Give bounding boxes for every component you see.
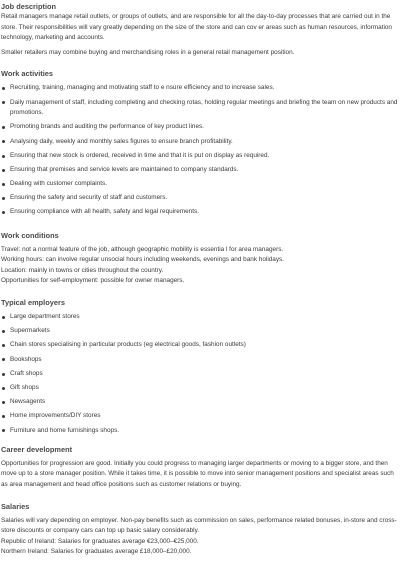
list-item: Supermarkets bbox=[1, 326, 400, 337]
list-item: Gift shops bbox=[1, 383, 400, 394]
section-heading: Job description bbox=[1, 2, 57, 11]
paragraph: Opportunities for progression are good. Initially you could progress to managing larger departments or moving to a bigger store, and then move up to a store manager position. While it takes time, it is possible to move into senior management positions and specialist areas such as area management and head office positions such as customer relations or buying. bbox=[1, 459, 394, 488]
bullet-icon bbox=[2, 87, 5, 90]
list-item: Large department stores bbox=[1, 312, 400, 323]
list-item: Craft shops bbox=[1, 369, 400, 380]
list-item: Bookshops bbox=[1, 355, 400, 366]
paragraph: Location: mainly in towns or cities throughout the country. bbox=[1, 266, 164, 274]
paragraph: Republic of Ireland: Salaries for graduates average €23,000–€25,000. bbox=[1, 537, 199, 545]
bullet-icon bbox=[2, 140, 5, 143]
section-heading: Career development bbox=[1, 444, 73, 454]
bullet-icon bbox=[2, 344, 5, 347]
list-item: Chain stores specialising in particular products (eg electrical goods, fashion outlets) bbox=[1, 340, 400, 351]
list-item: Promoting brands and auditing the performance of key product lines. bbox=[1, 122, 400, 133]
bullet-icon bbox=[2, 358, 5, 361]
bullet-icon bbox=[2, 330, 5, 333]
section-heading: Salaries bbox=[1, 501, 30, 511]
bullet-icon bbox=[2, 211, 5, 214]
paragraph: Northern Ireland: Salaries for graduates average £18,000–£20,000. bbox=[1, 548, 192, 556]
bullet-icon bbox=[2, 169, 5, 172]
bullet-icon bbox=[2, 101, 5, 104]
list-item: Newsagents bbox=[1, 397, 400, 408]
list-item: Ensuring compliance with all health, safety and legal requirements. bbox=[1, 207, 400, 218]
career-development-section bbox=[1, 444, 400, 491]
paragraph: Salaries will vary depending on employer. Non-pay benefits such as commission on sales, performance related bonuses, in-store and cross-store discounts or company cars can top up basic salary considerably. bbox=[1, 516, 397, 535]
list-item: Analysing daily, weekly and monthly sales figures to ensure branch profitability. bbox=[1, 137, 400, 148]
list-item: Dealing with customer complaints. bbox=[1, 179, 400, 190]
bullet-icon bbox=[2, 415, 5, 418]
bullet-icon bbox=[2, 316, 5, 319]
bullet-icon bbox=[2, 429, 5, 432]
paragraph: Travel: not a normal feature of the job, although geographic mobility is essentia l for area managers. bbox=[1, 245, 284, 253]
bullet-icon bbox=[2, 401, 5, 404]
paragraph: Retail managers manage retail outlets, or groups of outlets, and are responsible for all the day-to-day processes that are carried out in the store. Their responsibilities will vary greatly depending on the size of the store and can cov er areas such as human resources, information technology, marketing and accounts. bbox=[1, 13, 392, 42]
job-description-section bbox=[1, 1, 400, 58]
paragraph: Working hours: can involve regular unsocial hours including weekends, evenings and bank holidays. bbox=[1, 256, 285, 264]
typical-employers-list bbox=[1, 312, 400, 436]
list-item: Ensuring the safety and security of staff and customers. bbox=[1, 193, 400, 204]
paragraph: Opportunities for self-employment: possible for owner managers. bbox=[1, 277, 185, 285]
list-item: Recruiting, training, managing and motivating staff to e nsure efficiency and to increase sales. bbox=[1, 83, 400, 94]
list-item: Daily management of staff, including completing and checking rotas, holding regular meetings and briefing the team on new products and promotions. bbox=[1, 98, 400, 119]
bullet-icon bbox=[2, 387, 5, 390]
section-heading: Work activities bbox=[1, 69, 54, 79]
salaries-section bbox=[1, 501, 400, 558]
work-conditions-section bbox=[1, 230, 400, 287]
list-item: Home improvements/DIY stores bbox=[1, 411, 400, 422]
bullet-icon bbox=[2, 183, 5, 186]
typical-employers-section bbox=[1, 297, 400, 436]
section-heading: Typical employers bbox=[1, 298, 65, 308]
list-item: Ensuring that premises and service levels are maintained to company standards. bbox=[1, 165, 400, 176]
work-activities-section bbox=[1, 68, 400, 218]
bullet-icon bbox=[2, 155, 5, 158]
bullet-icon bbox=[2, 373, 5, 376]
paragraph: Smaller retailers may combine buying and merchandising roles in a general retail management position. bbox=[1, 48, 295, 56]
section-heading: Work conditions bbox=[1, 230, 59, 240]
list-item: Ensuring that new stock is ordered, received in time and that it is put on display as required. bbox=[1, 151, 400, 162]
bullet-icon bbox=[2, 197, 5, 200]
bullet-icon bbox=[2, 126, 5, 129]
list-item: Furniture and home furnishings shops. bbox=[1, 426, 400, 437]
work-activities-list bbox=[1, 83, 400, 218]
